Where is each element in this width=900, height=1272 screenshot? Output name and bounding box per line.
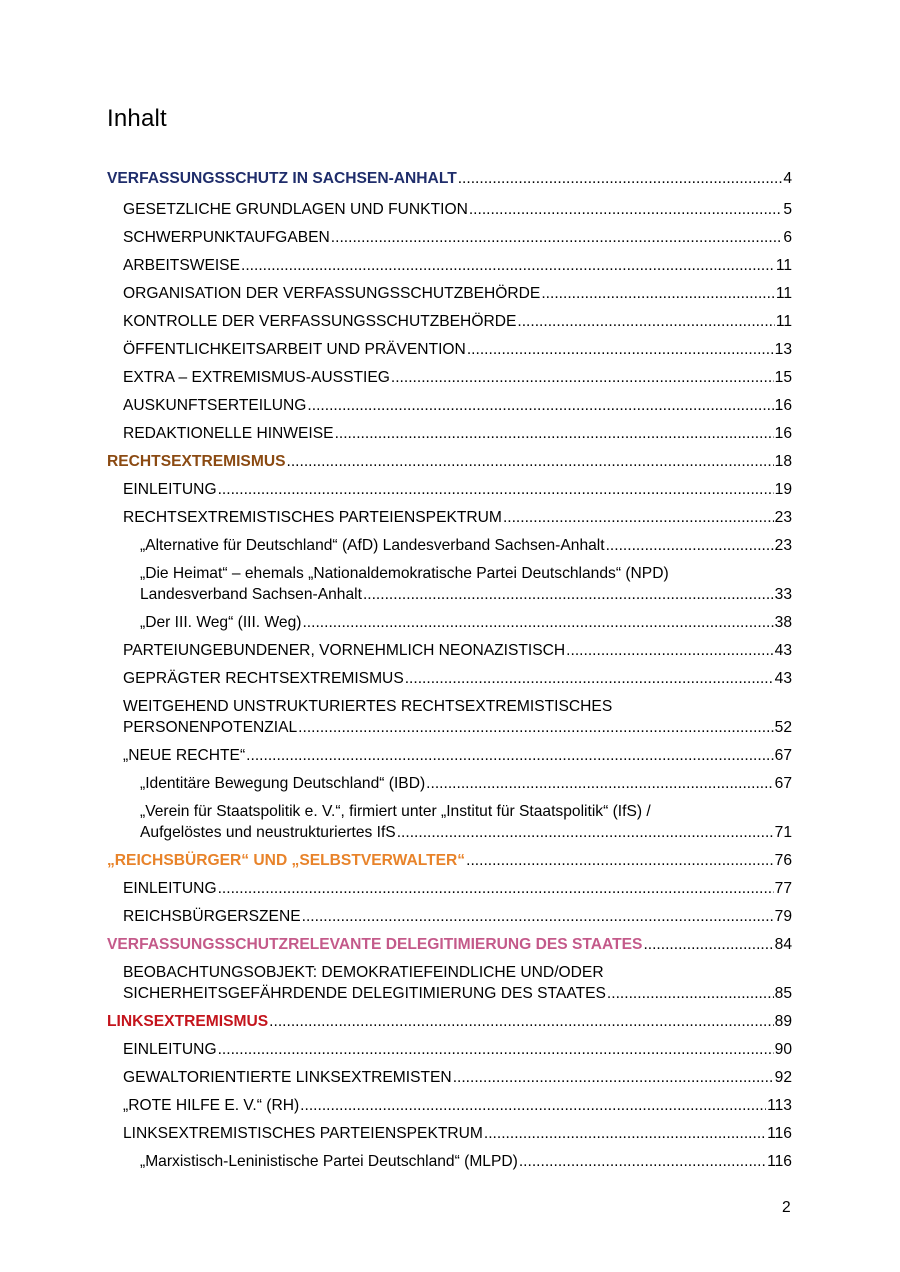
toc-entry-title: VERFASSUNGSSCHUTZRELEVANTE DELEGITIMIERUNG DES STAATES [107, 936, 643, 953]
dot-leader [606, 535, 774, 556]
dot-leader [218, 479, 774, 500]
page-title: Inhalt [107, 105, 167, 132]
toc-chapter-entry[interactable] [123, 479, 900, 500]
dot-leader [286, 451, 773, 472]
dot-leader [302, 906, 774, 927]
toc-section-entry[interactable] [107, 168, 900, 189]
toc-entry-title: EINLEITUNG [123, 880, 217, 897]
toc-page-number: 13 [774, 341, 792, 358]
toc-chapter-entry[interactable] [123, 1067, 900, 1088]
dot-leader [397, 822, 774, 843]
toc-entry-title: AUSKUNFTSERTEILUNG [123, 397, 307, 414]
dot-leader [218, 1039, 774, 1060]
dot-leader [517, 311, 774, 332]
toc-chapter-entry[interactable] [123, 227, 900, 248]
toc-page-number: 116 [767, 1153, 792, 1170]
toc-chapter-entry[interactable] [123, 255, 900, 276]
toc-page-number: 38 [774, 614, 792, 631]
toc-entry-title: RECHTSEXTREMISMUS [107, 453, 286, 470]
toc-chapter-entry[interactable] [123, 283, 900, 304]
toc-chapter-entry[interactable] [123, 1039, 900, 1060]
toc-entry-title: Aufgelöstes und neustrukturiertes IfS [140, 824, 396, 841]
toc-entry-title: ARBEITSWEISE [123, 257, 240, 274]
dot-leader [331, 227, 783, 248]
toc-section-entry[interactable] [107, 934, 900, 955]
dot-leader [484, 1123, 766, 1144]
dot-leader [503, 507, 774, 528]
toc-page-number: 113 [767, 1097, 792, 1114]
toc-page-number: 84 [774, 936, 792, 953]
toc-page-number: 116 [767, 1125, 792, 1142]
dot-leader [607, 983, 774, 1004]
toc-page-number: 15 [774, 369, 792, 386]
toc-section-entry[interactable] [107, 1011, 900, 1032]
toc-entry-title: Landesverband Sachsen-Anhalt [140, 586, 362, 603]
toc-entry-title: „Der III. Weg“ (III. Weg) [140, 614, 302, 631]
toc-subchapter-entry[interactable] [140, 563, 900, 605]
toc-entry-title: GESETZLICHE GRUNDLAGEN UND FUNKTION [123, 201, 468, 218]
toc-page-number: 6 [783, 229, 792, 246]
dot-leader [218, 878, 774, 899]
toc-chapter-entry[interactable] [123, 962, 900, 1004]
dot-leader [426, 773, 773, 794]
toc-entry-title: „ROTE HILFE E. V.“ (RH) [123, 1097, 300, 1114]
toc-page-number: 43 [774, 642, 792, 659]
toc-page-number: 11 [775, 313, 792, 330]
dot-leader [405, 668, 774, 689]
table-of-contents [0, 168, 900, 1172]
toc-chapter-entry[interactable] [123, 311, 900, 332]
toc-subchapter-entry[interactable] [140, 801, 900, 843]
toc-section-entry[interactable] [107, 451, 900, 472]
dot-leader [363, 584, 774, 605]
dot-leader [541, 283, 774, 304]
dot-leader [300, 1095, 766, 1116]
toc-page-number: 52 [774, 719, 792, 736]
toc-chapter-entry[interactable] [123, 423, 900, 444]
toc-page-number: 79 [774, 908, 792, 925]
dot-leader [241, 255, 775, 276]
toc-subchapter-entry[interactable] [140, 773, 900, 794]
toc-entry-title: SICHERHEITSGEFÄHRDENDE DELEGITIMIERUNG DES STAATES [123, 985, 606, 1002]
toc-subchapter-entry[interactable] [140, 612, 900, 633]
toc-entry-title: ORGANISATION DER VERFASSUNGSSCHUTZBEHÖRDE [123, 285, 541, 302]
toc-entry-title: EINLEITUNG [123, 1041, 217, 1058]
toc-entry-title: „Identitäre Bewegung Deutschland“ (IBD) [140, 775, 426, 792]
toc-subchapter-entry[interactable] [140, 535, 900, 556]
toc-entry-title: PERSONENPOTENZIAL [123, 719, 298, 736]
dot-leader [467, 339, 774, 360]
toc-entry-title: EINLEITUNG [123, 481, 217, 498]
toc-page-number: 19 [774, 481, 792, 498]
dot-leader [469, 199, 782, 220]
toc-entry-title: „Alternative für Deutschland“ (AfD) Landesverband Sachsen-Anhalt [140, 537, 605, 554]
dot-leader [246, 745, 773, 766]
dot-leader [391, 367, 774, 388]
toc-page-number: 16 [774, 425, 792, 442]
toc-chapter-entry[interactable] [123, 906, 900, 927]
toc-entry-title: „Verein für Staatspolitik e. V.“, firmiert unter „Institut für Staatspolitik“ (IfS) / [140, 803, 651, 820]
toc-entry-title: BEOBACHTUNGSOBJEKT: DEMOKRATIEFEINDLICHE UND/ODER [123, 964, 604, 981]
toc-subchapter-entry[interactable] [140, 1151, 900, 1172]
dot-leader [458, 168, 783, 189]
toc-page-number: 67 [774, 775, 792, 792]
dot-leader [519, 1151, 766, 1172]
toc-page-number: 33 [774, 586, 792, 603]
toc-chapter-entry[interactable] [123, 1123, 900, 1144]
toc-chapter-entry[interactable] [123, 507, 900, 528]
toc-chapter-entry[interactable] [123, 640, 900, 661]
toc-page-number: 43 [774, 670, 792, 687]
toc-entry-title: LINKSEXTREMISMUS [107, 1013, 269, 1030]
dot-leader [269, 1011, 773, 1032]
toc-page-number: 77 [774, 880, 792, 897]
toc-chapter-entry[interactable] [123, 367, 900, 388]
toc-entry-title: GEPRÄGTER RECHTSEXTREMISMUS [123, 670, 404, 687]
toc-entry-title: „NEUE RECHTE“ [123, 747, 246, 764]
toc-page-number: 4 [783, 170, 792, 187]
toc-entry-title: „Marxistisch-Leninistische Partei Deutschland“ (MLPD) [140, 1153, 518, 1170]
toc-entry-title: GEWALTORIENTIERTE LINKSEXTREMISTEN [123, 1069, 452, 1086]
toc-page-number: 89 [774, 1013, 792, 1030]
toc-page-number: 18 [774, 453, 792, 470]
toc-page-number: 90 [774, 1041, 792, 1058]
toc-page-number: 5 [783, 201, 792, 218]
toc-entry-title: SCHWERPUNKTAUFGABEN [123, 229, 330, 246]
toc-entry-title: EXTRA – EXTREMISMUS-AUSSTIEG [123, 369, 390, 386]
toc-entry-title: RECHTSEXTREMISTISCHES PARTEIENSPEKTRUM [123, 509, 502, 526]
page-number: 2 [782, 1199, 791, 1216]
toc-chapter-entry[interactable] [123, 199, 900, 220]
toc-entry-title: WEITGEHEND UNSTRUKTURIERTES RECHTSEXTREMISTISCHES [123, 698, 613, 715]
toc-entry-title: „Die Heimat“ – ehemals „Nationaldemokratische Partei Deutschlands“ (NPD) [140, 565, 669, 582]
toc-page-number: 85 [774, 985, 792, 1002]
toc-chapter-entry[interactable] [123, 696, 900, 738]
dot-leader [453, 1067, 774, 1088]
toc-page-number: 23 [774, 537, 792, 554]
toc-page-number: 16 [774, 397, 792, 414]
toc-chapter-entry[interactable] [123, 745, 900, 766]
toc-page-number: 71 [774, 824, 792, 841]
toc-chapter-entry[interactable] [123, 668, 900, 689]
toc-entry-title: ÖFFENTLICHKEITSARBEIT UND PRÄVENTION [123, 341, 466, 358]
toc-chapter-entry[interactable] [123, 395, 900, 416]
toc-page-number: 23 [774, 509, 792, 526]
toc-entry-title: LINKSEXTREMISTISCHES PARTEIENSPEKTRUM [123, 1125, 483, 1142]
toc-entry-title: „REICHSBÜRGER“ UND „SELBSTVERWALTER“ [107, 852, 466, 869]
dot-leader [335, 423, 774, 444]
toc-chapter-entry[interactable] [123, 878, 900, 899]
toc-entry-title: KONTROLLE DER VERFASSUNGSSCHUTZBEHÖRDE [123, 313, 517, 330]
toc-page-number: 11 [775, 257, 792, 274]
dot-leader [566, 640, 773, 661]
dot-leader [466, 850, 774, 871]
toc-entry-title: VERFASSUNGSSCHUTZ IN SACHSEN-ANHALT [107, 170, 457, 187]
toc-page-number: 11 [775, 285, 792, 302]
toc-entry-title: REICHSBÜRGERSZENE [123, 908, 301, 925]
dot-leader [302, 612, 773, 633]
toc-entry-title: REDAKTIONELLE HINWEISE [123, 425, 334, 442]
toc-page-number: 92 [774, 1069, 792, 1086]
toc-page-number: 76 [774, 852, 792, 869]
dot-leader [307, 395, 773, 416]
toc-page-number: 67 [774, 747, 792, 764]
toc-chapter-entry[interactable] [123, 1095, 900, 1116]
dot-leader [643, 934, 773, 955]
dot-leader [298, 717, 773, 738]
toc-section-entry[interactable] [107, 850, 900, 871]
toc-chapter-entry[interactable] [123, 339, 900, 360]
toc-entry-title: PARTEIUNGEBUNDENER, VORNEHMLICH NEONAZISTISCH [123, 642, 566, 659]
